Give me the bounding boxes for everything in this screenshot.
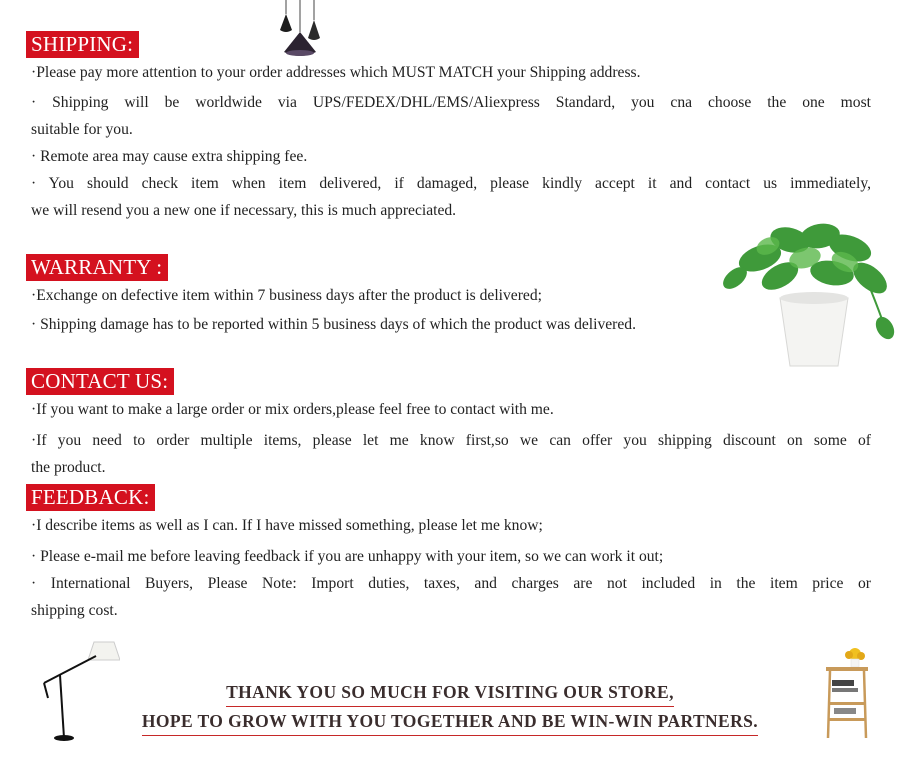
shipping-title: SHIPPING: bbox=[26, 31, 139, 58]
contact-line-2: ·If you need to order multiple items, please let me know first,so we can offer you shipping discount on some of bbox=[31, 432, 871, 449]
contact-title: CONTACT US: bbox=[26, 368, 174, 395]
shipping-line-1: ·Please pay more attention to your order addresses which MUST MATCH your Shipping address. bbox=[31, 64, 641, 81]
feedback-line-2: · Please e-mail me before leaving feedback if you are unhappy with your item, so we can work it out; bbox=[31, 548, 664, 565]
shipping-line-2: · Shipping will be worldwide via UPS/FEDEX/DHL/EMS/Aliexpress Standard, you cna choose the one most bbox=[31, 94, 871, 111]
footer-thank-you bbox=[0, 682, 900, 707]
shipping-line-5: · You should check item when item delivered, if damaged, please kindly accept it and contact us immediately, bbox=[31, 175, 871, 192]
shipping-line-3: suitable for you. bbox=[31, 121, 133, 138]
potted-plant-icon bbox=[720, 218, 900, 370]
feedback-line-4: shipping cost. bbox=[31, 602, 118, 619]
side-table-icon bbox=[820, 646, 872, 740]
footer-partners bbox=[0, 711, 900, 736]
shipping-line-6: we will resend you a new one if necessary, this is much appreciated. bbox=[31, 202, 457, 219]
floor-lamp-icon bbox=[34, 638, 120, 742]
feedback-line-1: ·I describe items as well as I can. If I have missed something, please let me know; bbox=[31, 517, 543, 534]
warranty-line-2: · Shipping damage has to be reported within 5 business days of which the product was delivered. bbox=[31, 316, 636, 333]
contact-line-1: ·If you want to make a large order or mix orders,please feel free to contact with me. bbox=[31, 401, 554, 418]
feedback-title: FEEDBACK: bbox=[26, 484, 155, 511]
shipping-line-4: · Remote area may cause extra shipping fee. bbox=[31, 148, 308, 165]
footer-thank-you-text: THANK YOU SO MUCH FOR VISITING OUR STORE, bbox=[226, 682, 674, 707]
warranty-line-1: ·Exchange on defective item within 7 business days after the product is delivered; bbox=[31, 287, 542, 304]
footer-partners-text: HOPE TO GROW WITH YOU TOGETHER AND BE WIN-WIN PARTNERS. bbox=[142, 711, 758, 736]
pendant-lamps-icon bbox=[272, 0, 332, 62]
feedback-line-3: · International Buyers, Please Note: Import duties, taxes, and charges are not included in the item price or bbox=[31, 575, 871, 592]
contact-line-3: the product. bbox=[31, 459, 106, 476]
warranty-title: WARRANTY : bbox=[26, 254, 168, 281]
